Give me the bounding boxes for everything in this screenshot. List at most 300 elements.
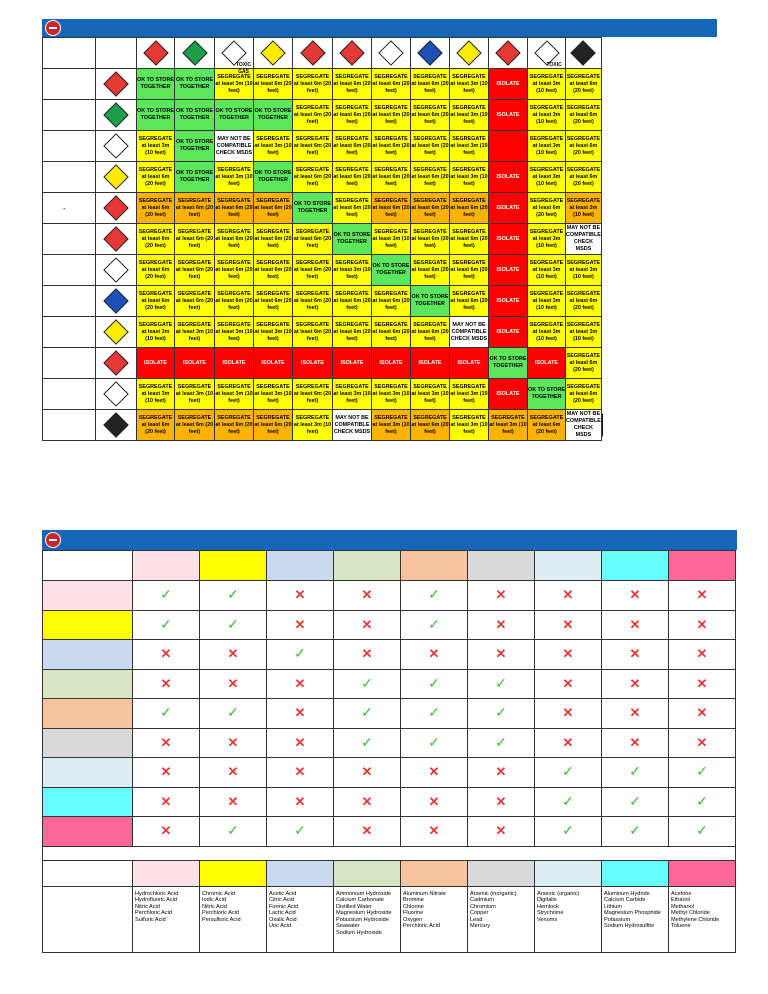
cross-mark: ✕ (629, 587, 641, 603)
segregation-cell: SEGREGATE at least 6m (20 feet) (175, 410, 215, 441)
check-mark: ✓ (428, 733, 440, 750)
incompatible-cross-icon (602, 640, 669, 670)
column-hazard-header (333, 38, 372, 69)
check-mark: ✓ (629, 792, 641, 809)
compatible-check-icon (133, 581, 200, 611)
column-hazard-header (411, 38, 450, 69)
compatible-check-icon (401, 699, 468, 729)
row-color-tab (601, 224, 602, 255)
row-color-tab (601, 162, 602, 193)
segregation-cell: OK TO STORE TOGETHER (175, 69, 215, 100)
segregation-cell: SEGREGATE at least 6m (20 feet) (215, 410, 254, 441)
chemical-name: Hydrochloric Acid (135, 890, 179, 897)
incompatible-cross-icon (401, 817, 468, 847)
segregation-cell: SEGREGATE at least 6m (20 feet) (450, 286, 489, 317)
group-color-row-label (43, 728, 133, 758)
incompatible-cross-icon (401, 758, 468, 788)
cross-mark: ✕ (629, 675, 641, 691)
cross-mark: ✕ (294, 734, 306, 750)
check-mark: ✓ (361, 704, 373, 721)
chemical-name: Magnesium Hydroxide (336, 910, 392, 917)
compatible-check-icon (468, 728, 535, 758)
row-tab-arrow-icon (602, 227, 603, 251)
segregation-cell: SEGREGATE at least 6m (20 feet) (254, 224, 293, 255)
row-color-tab (601, 348, 602, 379)
chemical-name: Calcium Carbide (604, 897, 646, 904)
column-hazard-header (175, 38, 215, 69)
compatible-check-icon (200, 699, 267, 729)
row-hazard-header (96, 379, 137, 410)
check-mark: ✓ (160, 615, 172, 632)
cross-mark: ✕ (227, 734, 239, 750)
compatible-check-icon (334, 728, 401, 758)
column-hazard-header (489, 38, 528, 69)
segregation-cell: SEGREGATE at least 6m (20 feet) (293, 131, 333, 162)
row-hazard-header (96, 348, 137, 379)
segregation-cell: SEGREGATE at least 3m (10 feet) (137, 379, 175, 410)
chemical-name: Magnesium Phosphide (604, 910, 661, 917)
chemical-name: Nitric Acid (202, 903, 227, 910)
cross-mark: ✕ (294, 705, 306, 721)
check-mark: ✓ (294, 822, 306, 839)
incompatible-cross-icon (200, 728, 267, 758)
cross-mark: ✕ (495, 646, 507, 662)
cross-mark: ✕ (160, 823, 172, 839)
chemical-name: Strychnine (537, 910, 564, 917)
check-mark: ✓ (428, 615, 440, 632)
row-tab-arrow-icon (602, 382, 603, 406)
row-hazard-header (96, 69, 137, 100)
table-row (43, 410, 603, 441)
cross-mark: ✕ (294, 616, 306, 632)
incompatible-cross-icon (669, 610, 736, 640)
incompatible-cross-icon (535, 699, 602, 729)
dangerous-when-wet-diamond-icon (417, 40, 442, 65)
chemical-list (334, 886, 401, 952)
segregation-cell: SEGREGATE at least 6m (20 feet) (175, 286, 215, 317)
segregation-cell: SEGREGATE at least 6m (20 feet) (254, 286, 293, 317)
compatible-check-icon (602, 817, 669, 847)
segregation-cell: OK TO STORE TOGETHER (528, 379, 566, 410)
incompatible-cross-icon (334, 787, 401, 817)
incompatible-cross-icon (267, 758, 334, 788)
incompatible-cross-icon (200, 787, 267, 817)
cross-mark: ✕ (629, 705, 641, 721)
row-label-cell (43, 162, 96, 193)
segregation-cell: SEGREGATE at least 6m (20 feet) (215, 193, 254, 224)
segregation-cell: SEGREGATE at least 6m (20 feet) (333, 286, 372, 317)
group-color-header (602, 551, 669, 581)
segregation-cell: SEGREGATE at least 6m (20 feet) (566, 286, 602, 317)
incompatible-cross-icon (267, 728, 334, 758)
compatible-check-icon (267, 640, 334, 670)
group-color-key (468, 860, 535, 886)
incompatible-cross-icon (133, 728, 200, 758)
corner-cell (43, 551, 133, 581)
incompatible-cross-icon (602, 669, 669, 699)
spacer-row (43, 846, 736, 860)
segregation-cell: SEGREGATE at least 6m (20 feet) (411, 131, 450, 162)
incompatible-cross-icon (334, 758, 401, 788)
hazard-label: TOXIC (546, 62, 562, 68)
row-color-tab (601, 379, 602, 410)
cross-mark: ✕ (294, 675, 306, 691)
row-tab-arrow-icon (602, 258, 603, 282)
segregation-cell: ISOLATE (489, 69, 528, 100)
incompatible-cross-icon (602, 699, 669, 729)
group-color-row-label (43, 817, 133, 847)
segregation-cell: OK TO STORE TOGETHER (175, 162, 215, 193)
chemical-name: Fluorine (403, 910, 424, 917)
toxic-gas-diamond-icon (103, 133, 128, 158)
segregation-cell: SEGREGATE at least 3m (10 feet) (566, 317, 602, 348)
column-hazard-header (528, 38, 566, 69)
group-color-header (669, 551, 736, 581)
cross-mark: ✕ (629, 646, 641, 662)
chemical-name: Potassium Hydroxide (336, 916, 389, 923)
cross-mark: ✕ (294, 764, 306, 780)
flammable-liquid-diamond-icon (300, 40, 325, 65)
row-tab-arrow-icon (602, 72, 603, 96)
segregation-cell: SEGREGATE at least 6m (20 feet) (372, 131, 411, 162)
segregation-cell: SEGREGATE at least 3m (10 feet) (528, 162, 566, 193)
group-color-row-label (43, 581, 133, 611)
cross-mark: ✕ (629, 734, 641, 750)
chemical-name: Sodium Hydrosulfite (604, 923, 655, 930)
segregation-cell: SEGREGATE at least 6m (20 feet) (333, 162, 372, 193)
segregation-cell: SEGREGATE at least 6m (20 feet) (254, 410, 293, 441)
cross-mark: ✕ (227, 793, 239, 809)
segregation-cell: ISOLATE (489, 100, 528, 131)
segregation-cell: OK TO STORE TOGETHER (293, 193, 333, 224)
chemical-name: Perchloric Acid (403, 923, 440, 930)
segregation-cell (489, 131, 528, 162)
chemical-list (133, 886, 200, 952)
spacer (601, 38, 602, 69)
cross-mark: ✕ (227, 675, 239, 691)
compatible-check-icon (334, 699, 401, 729)
chemical-name: Persulfuric Acid (202, 916, 241, 923)
cross-mark: ✕ (361, 616, 373, 632)
incompatible-cross-icon (334, 581, 401, 611)
segregation-cell: ISOLATE (411, 348, 450, 379)
segregation-cell: ISOLATE (372, 348, 411, 379)
row-label-cell (43, 286, 96, 317)
chemical-list (669, 886, 736, 952)
incompatible-cross-icon (602, 728, 669, 758)
segregation-cell: ISOLATE (254, 348, 293, 379)
table-row (43, 162, 603, 193)
segregation-cell: SEGREGATE at least 6m (20 feet) (333, 69, 372, 100)
segregation-cell: SEGREGATE at least 6m (20 feet) (450, 224, 489, 255)
non-flammable-gas-diamond-icon (103, 102, 128, 127)
segregation-cell: SEGREGATE at least 6m (20 feet) (175, 255, 215, 286)
company-logo-icon (45, 532, 61, 548)
cross-mark: ✕ (562, 616, 574, 632)
cross-mark: ✕ (428, 823, 440, 839)
compatible-check-icon (535, 787, 602, 817)
chemical-list (535, 886, 602, 952)
cross-mark: ✕ (629, 616, 641, 632)
chemical-name: Toluene (671, 923, 691, 930)
segregation-cell: SEGREGATE at least 6m (20 feet) (411, 69, 450, 100)
segregation-cell: SEGREGATE at least 3m (10 feet) (254, 379, 293, 410)
chemical-name: Acetic Acid (269, 890, 297, 897)
segregation-cell: SEGREGATE at least 6m (20 feet) (137, 286, 175, 317)
cross-mark: ✕ (160, 793, 172, 809)
row-label-cell (43, 224, 96, 255)
row-color-tab (601, 193, 602, 224)
chemical-name: Hydrofluoric Acid (135, 897, 177, 904)
segregation-cell: SEGREGATE at least 6m (20 feet) (411, 100, 450, 131)
segregation-cell: SEGREGATE at least 6m (20 feet) (175, 224, 215, 255)
check-mark: ✓ (428, 586, 440, 603)
table-row (43, 131, 603, 162)
chemical-name: Chlorine (403, 903, 424, 910)
row-label-cell (43, 100, 96, 131)
compatible-check-icon (401, 728, 468, 758)
chemical-name: Cadmium (470, 897, 494, 904)
cross-mark: ✕ (160, 646, 172, 662)
incompatible-cross-icon (133, 758, 200, 788)
segregation-cell: SEGREGATE at least 6m (20 feet) (411, 193, 450, 224)
group-color-row-label (43, 787, 133, 817)
incompatible-cross-icon (535, 581, 602, 611)
segregation-cell: ISOLATE (293, 348, 333, 379)
segregation-cell: SEGREGATE at least 3m (10 feet) (137, 317, 175, 348)
segregation-cell: SEGREGATE at least 6m (20 feet) (137, 224, 175, 255)
chemical-name: Bromine (403, 897, 424, 904)
chemical-name: Perchloric Acid (202, 910, 239, 917)
row-tab-arrow-icon (602, 320, 603, 344)
segregation-cell: OK TO STORE TOGETHER (254, 100, 293, 131)
segregation-cell: SEGREGATE at least 3m (10 feet) (175, 379, 215, 410)
chart1-header-bar (42, 19, 717, 37)
table-row (43, 817, 736, 847)
segregation-cell: SEGREGATE at least 3m (10 feet) (450, 69, 489, 100)
row-hazard-header (96, 286, 137, 317)
compatible-check-icon (133, 610, 200, 640)
segregation-cell: ISOLATE (333, 348, 372, 379)
cross-mark: ✕ (428, 764, 440, 780)
row-color-tab (601, 69, 602, 100)
segregation-cell: SEGREGATE at least 6m (20 feet) (254, 69, 293, 100)
chemical-name: Methanol (671, 903, 695, 910)
cross-mark: ✕ (562, 646, 574, 662)
segregation-cell: OK TO STORE TOGETHER (333, 224, 372, 255)
segregation-cell: SEGREGATE at least 6m (20 feet) (566, 131, 602, 162)
cross-mark: ✕ (495, 616, 507, 632)
chemical-name: Citric Acid (269, 897, 294, 904)
segregation-cell: OK TO STORE TOGETHER (215, 100, 254, 131)
chemical-list (200, 886, 267, 952)
chemical-name: Seawater (336, 923, 360, 930)
oxidizer-diamond-icon (103, 164, 128, 189)
chemical-name: Calcium Carbonate (336, 897, 384, 904)
group-color-key (200, 860, 267, 886)
chemical-name: Aluminum Hydride (604, 890, 650, 897)
compatible-check-icon (334, 669, 401, 699)
check-mark: ✓ (160, 704, 172, 721)
segregation-cell: OK TO STORE TOGETHER (137, 69, 175, 100)
segregation-cell: SEGREGATE at least 3m (10 feet) (254, 317, 293, 348)
cross-mark: ✕ (696, 587, 708, 603)
segregation-cell: SEGREGATE at least 3m (10 feet) (372, 410, 411, 441)
column-hazard-header (372, 38, 411, 69)
check-mark: ✓ (160, 586, 172, 603)
segregation-cell: ISOLATE (489, 162, 528, 193)
cross-mark: ✕ (361, 587, 373, 603)
incompatible-cross-icon (200, 640, 267, 670)
chemical-name: Sulfuric Acid (135, 916, 166, 923)
chemical-name: Ammonium Hydroxide (336, 890, 392, 897)
column-hazard-header (566, 38, 602, 69)
segregation-cell: OK TO STORE TOGETHER (254, 162, 293, 193)
segregation-cell: SEGREGATE at least 3m (10 feet) (254, 131, 293, 162)
chemical-name: Methyl Chloride (671, 910, 710, 917)
incompatible-cross-icon (602, 581, 669, 611)
segregation-cell: SEGREGATE at least 6m (20 feet) (137, 193, 175, 224)
cross-mark: ✕ (361, 793, 373, 809)
segregation-cell: SEGREGATE at least 6m (20 feet) (333, 193, 372, 224)
flammable-gas-diamond-icon (143, 40, 168, 65)
row-hazard-header (96, 131, 137, 162)
chemical-name: Copper (470, 910, 489, 917)
compatible-check-icon (200, 581, 267, 611)
segregation-cell: ISOLATE (175, 348, 215, 379)
cross-mark: ✕ (562, 705, 574, 721)
table-row (43, 787, 736, 817)
check-mark: ✓ (361, 733, 373, 750)
row-color-tab (601, 317, 602, 348)
incompatible-cross-icon (133, 787, 200, 817)
incompatible-cross-icon (267, 610, 334, 640)
segregation-cell: OK TO STORE TOGETHER (175, 131, 215, 162)
row-color-tab (601, 131, 602, 162)
table-row (43, 699, 736, 729)
chemical-name: Potassium (604, 916, 631, 923)
cross-mark: ✕ (361, 646, 373, 662)
segregation-cell: ISOLATE (489, 193, 528, 224)
incompatible-cross-icon (267, 669, 334, 699)
group-color-row-label (43, 758, 133, 788)
incompatible-cross-icon (267, 787, 334, 817)
flammable-liquid-diamond-icon (103, 195, 128, 220)
compatible-check-icon (669, 787, 736, 817)
segregation-cell: SEGREGATE at least 3m (10 feet) (333, 255, 372, 286)
chemical-name: Oxygen (403, 916, 423, 923)
segregation-cell: SEGREGATE at least 3m (10 feet) (566, 255, 602, 286)
segregation-cell: SEGREGATE at least 6m (20 feet) (566, 100, 602, 131)
compatible-check-icon (401, 610, 468, 640)
segregation-cell: OK TO STORE TOGETHER (372, 255, 411, 286)
incompatible-cross-icon (133, 817, 200, 847)
row-tab-arrow-icon (602, 134, 603, 158)
segregation-cell: SEGREGATE at least 6m (20 feet) (254, 255, 293, 286)
organic-peroxide-diamond-icon (103, 319, 128, 344)
chemical-name: Mercury (470, 923, 491, 930)
chemical-list (602, 886, 669, 952)
cross-mark: ✕ (562, 734, 574, 750)
chemical-name: Distilled Water (336, 903, 372, 910)
incompatible-cross-icon (200, 669, 267, 699)
corner-cell (43, 38, 96, 69)
cross-mark: ✕ (495, 764, 507, 780)
group-color-key (669, 860, 736, 886)
cross-mark: ✕ (160, 734, 172, 750)
check-mark: ✓ (696, 822, 708, 839)
corrosive-diamond-icon (571, 40, 596, 65)
segregation-cell: SEGREGATE at least 6m (20 feet) (528, 193, 566, 224)
column-hazard-header (450, 38, 489, 69)
group-color-header (133, 551, 200, 581)
segregation-cell: SEGREGATE at least 3m (10 feet) (450, 162, 489, 193)
incompatible-cross-icon (468, 817, 535, 847)
column-hazard-header (215, 38, 254, 75)
segregation-cell: SEGREGATE at least 3m (10 feet) (528, 255, 566, 286)
chemical-name: Lactic Acid (269, 910, 296, 917)
segregation-cell: OK TO STORE TOGETHER (411, 286, 450, 317)
segregation-cell: SEGREGATE at least 3m (10 feet) (372, 379, 411, 410)
table-row (43, 69, 603, 100)
segregation-cell: SEGREGATE at least 6m (20 feet) (254, 193, 293, 224)
row-label-cell: - (43, 193, 96, 224)
incompatible-cross-icon (468, 581, 535, 611)
segregation-cell: SEGREGATE at least 3m (10 feet) (175, 317, 215, 348)
cross-mark: ✕ (495, 587, 507, 603)
cross-mark: ✕ (361, 764, 373, 780)
cross-mark: ✕ (562, 675, 574, 691)
compatible-check-icon (602, 787, 669, 817)
row-tab-arrow-icon (602, 165, 603, 189)
cross-mark: ✕ (361, 823, 373, 839)
chemical-name: Lithium (604, 903, 623, 910)
segregation-cell: ISOLATE (450, 348, 489, 379)
segregation-cell: SEGREGATE at least 6m (20 feet) (293, 224, 333, 255)
segregation-cell: SEGREGATE at least 6m (20 feet) (293, 162, 333, 193)
segregation-cell: SEGREGATE at least 6m (20 feet) (566, 379, 602, 410)
check-mark: ✓ (629, 763, 641, 780)
row-color-tab (601, 255, 602, 286)
row-color-tab (601, 410, 602, 441)
segregation-cell: SEGREGATE at least 3m (10 feet) (528, 317, 566, 348)
column-hazard-header (293, 38, 333, 69)
segregation-cell: SEGREGATE at least 6m (20 feet) (411, 162, 450, 193)
table-row (43, 379, 603, 410)
cross-mark: ✕ (495, 793, 507, 809)
segregation-cell: SEGREGATE at least 6m (20 feet) (293, 379, 333, 410)
segregation-cell: ISOLATE (489, 379, 528, 410)
compatible-check-icon (200, 817, 267, 847)
chemical-name: Sodium Hydroxide (336, 930, 382, 937)
table-row (43, 100, 603, 131)
segregation-cell: SEGREGATE at least 6m (20 feet) (333, 317, 372, 348)
compatible-check-icon (535, 817, 602, 847)
group-color-key (535, 860, 602, 886)
compatible-check-icon (669, 758, 736, 788)
cross-mark: ✕ (428, 646, 440, 662)
compatibility-matrix (42, 550, 736, 953)
table-row (43, 348, 603, 379)
flammable-gas-diamond-icon (103, 71, 128, 96)
incompatible-cross-icon (334, 640, 401, 670)
row-label-cell (43, 317, 96, 348)
check-mark: ✓ (428, 674, 440, 691)
chemical-name: Methylene Chloride (671, 916, 720, 923)
table-row (43, 193, 603, 224)
incompatible-cross-icon (535, 610, 602, 640)
chemical-name: Nitric Acid (135, 903, 160, 910)
